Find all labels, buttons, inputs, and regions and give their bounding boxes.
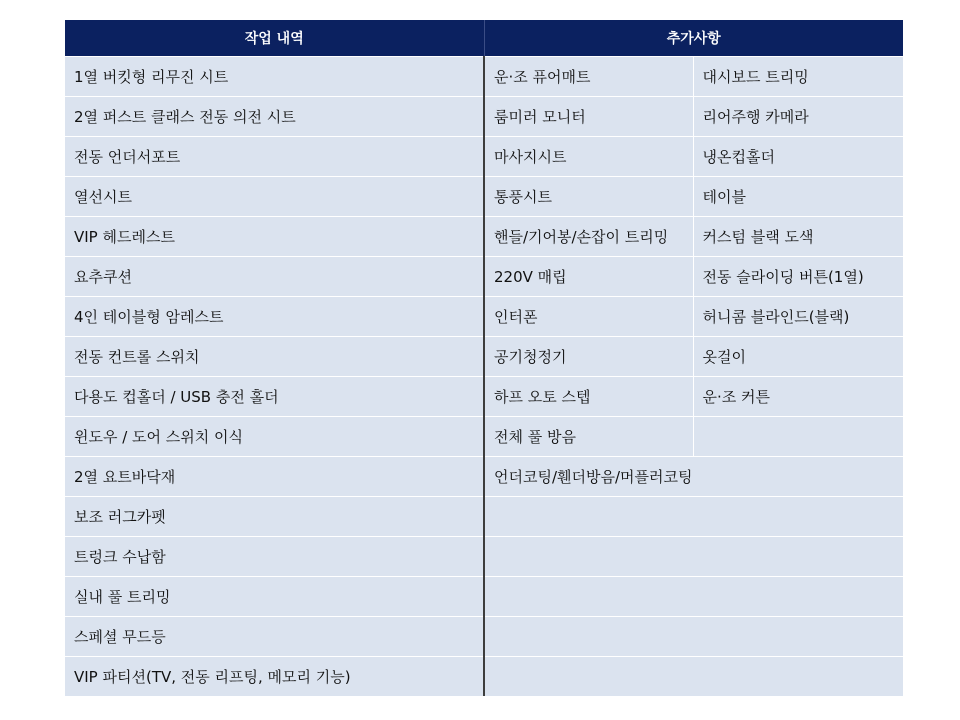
table-row bbox=[65, 377, 903, 417]
work-item-cell: 트렁크 수납함 bbox=[65, 537, 484, 577]
table-header-row bbox=[65, 20, 903, 57]
table-row bbox=[65, 297, 903, 337]
additional-item-cell: 핸들/기어봉/손잡이 트리밍 bbox=[484, 217, 693, 257]
table-row bbox=[65, 497, 903, 537]
work-item-cell: 스페셜 무드등 bbox=[65, 617, 484, 657]
table-row bbox=[65, 617, 903, 657]
header-additional-items: 추가사항 bbox=[484, 20, 903, 57]
table-row bbox=[65, 217, 903, 257]
table-body bbox=[65, 57, 903, 697]
additional-item-cell bbox=[484, 497, 903, 537]
work-item-cell: 보조 러그카펫 bbox=[65, 497, 484, 537]
work-item-cell: 윈도우 / 도어 스위치 이식 bbox=[65, 417, 484, 457]
table-row bbox=[65, 57, 903, 97]
work-item-cell: 열선시트 bbox=[65, 177, 484, 217]
additional-item-cell: 통풍시트 bbox=[484, 177, 693, 217]
table-row bbox=[65, 657, 903, 697]
table-row bbox=[65, 337, 903, 377]
additional-item-cell: 하프 오토 스텝 bbox=[484, 377, 693, 417]
table-row bbox=[65, 457, 903, 497]
additional-item-cell: 전체 풀 방음 bbox=[484, 417, 693, 457]
additional-item-cell: 허니콤 블라인드(블랙) bbox=[693, 297, 903, 337]
additional-item-cell: 룸미러 모니터 bbox=[484, 97, 693, 137]
additional-item-cell: 냉온컵홀더 bbox=[693, 137, 903, 177]
work-item-cell: 전동 언더서포트 bbox=[65, 137, 484, 177]
work-item-cell: 1열 버킷형 리무진 시트 bbox=[65, 57, 484, 97]
additional-item-cell: 테이블 bbox=[693, 177, 903, 217]
work-item-cell: VIP 헤드레스트 bbox=[65, 217, 484, 257]
additional-item-cell: 공기청정기 bbox=[484, 337, 693, 377]
work-item-cell: 실내 풀 트리밍 bbox=[65, 577, 484, 617]
work-item-cell: 2열 요트바닥재 bbox=[65, 457, 484, 497]
table-row bbox=[65, 97, 903, 137]
additional-item-cell: 전동 슬라이딩 버튼(1열) bbox=[693, 257, 903, 297]
additional-item-cell: 마사지시트 bbox=[484, 137, 693, 177]
work-item-cell: VIP 파티션(TV, 전동 리프팅, 메모리 기능) bbox=[65, 657, 484, 697]
work-item-cell: 4인 테이블형 암레스트 bbox=[65, 297, 484, 337]
additional-item-cell: 운·조 퓨어매트 bbox=[484, 57, 693, 97]
table-row bbox=[65, 257, 903, 297]
work-item-cell: 전동 컨트롤 스위치 bbox=[65, 337, 484, 377]
work-item-cell: 다용도 컵홀더 / USB 충전 홀더 bbox=[65, 377, 484, 417]
table-row bbox=[65, 537, 903, 577]
additional-item-cell: 옷걸이 bbox=[693, 337, 903, 377]
additional-item-cell: 인터폰 bbox=[484, 297, 693, 337]
additional-item-cell: 대시보드 트리밍 bbox=[693, 57, 903, 97]
additional-item-cell: 커스텀 블랙 도색 bbox=[693, 217, 903, 257]
additional-item-cell: 리어주행 카메라 bbox=[693, 97, 903, 137]
work-item-cell: 2열 퍼스트 클래스 전동 의전 시트 bbox=[65, 97, 484, 137]
additional-item-cell: 운·조 커튼 bbox=[693, 377, 903, 417]
additional-item-cell bbox=[484, 537, 903, 577]
work-item-cell: 요추쿠션 bbox=[65, 257, 484, 297]
table-row bbox=[65, 177, 903, 217]
table-row bbox=[65, 417, 903, 457]
additional-item-cell bbox=[484, 657, 903, 697]
header-work-details: 작업 내역 bbox=[65, 20, 484, 57]
work-details-table bbox=[65, 20, 903, 696]
additional-item-cell bbox=[693, 417, 903, 457]
additional-item-cell: 언더코팅/휀더방음/머플러코팅 bbox=[484, 457, 903, 497]
additional-item-cell bbox=[484, 577, 903, 617]
table-row bbox=[65, 137, 903, 177]
table-row bbox=[65, 577, 903, 617]
additional-item-cell bbox=[484, 617, 903, 657]
additional-item-cell: 220V 매립 bbox=[484, 257, 693, 297]
